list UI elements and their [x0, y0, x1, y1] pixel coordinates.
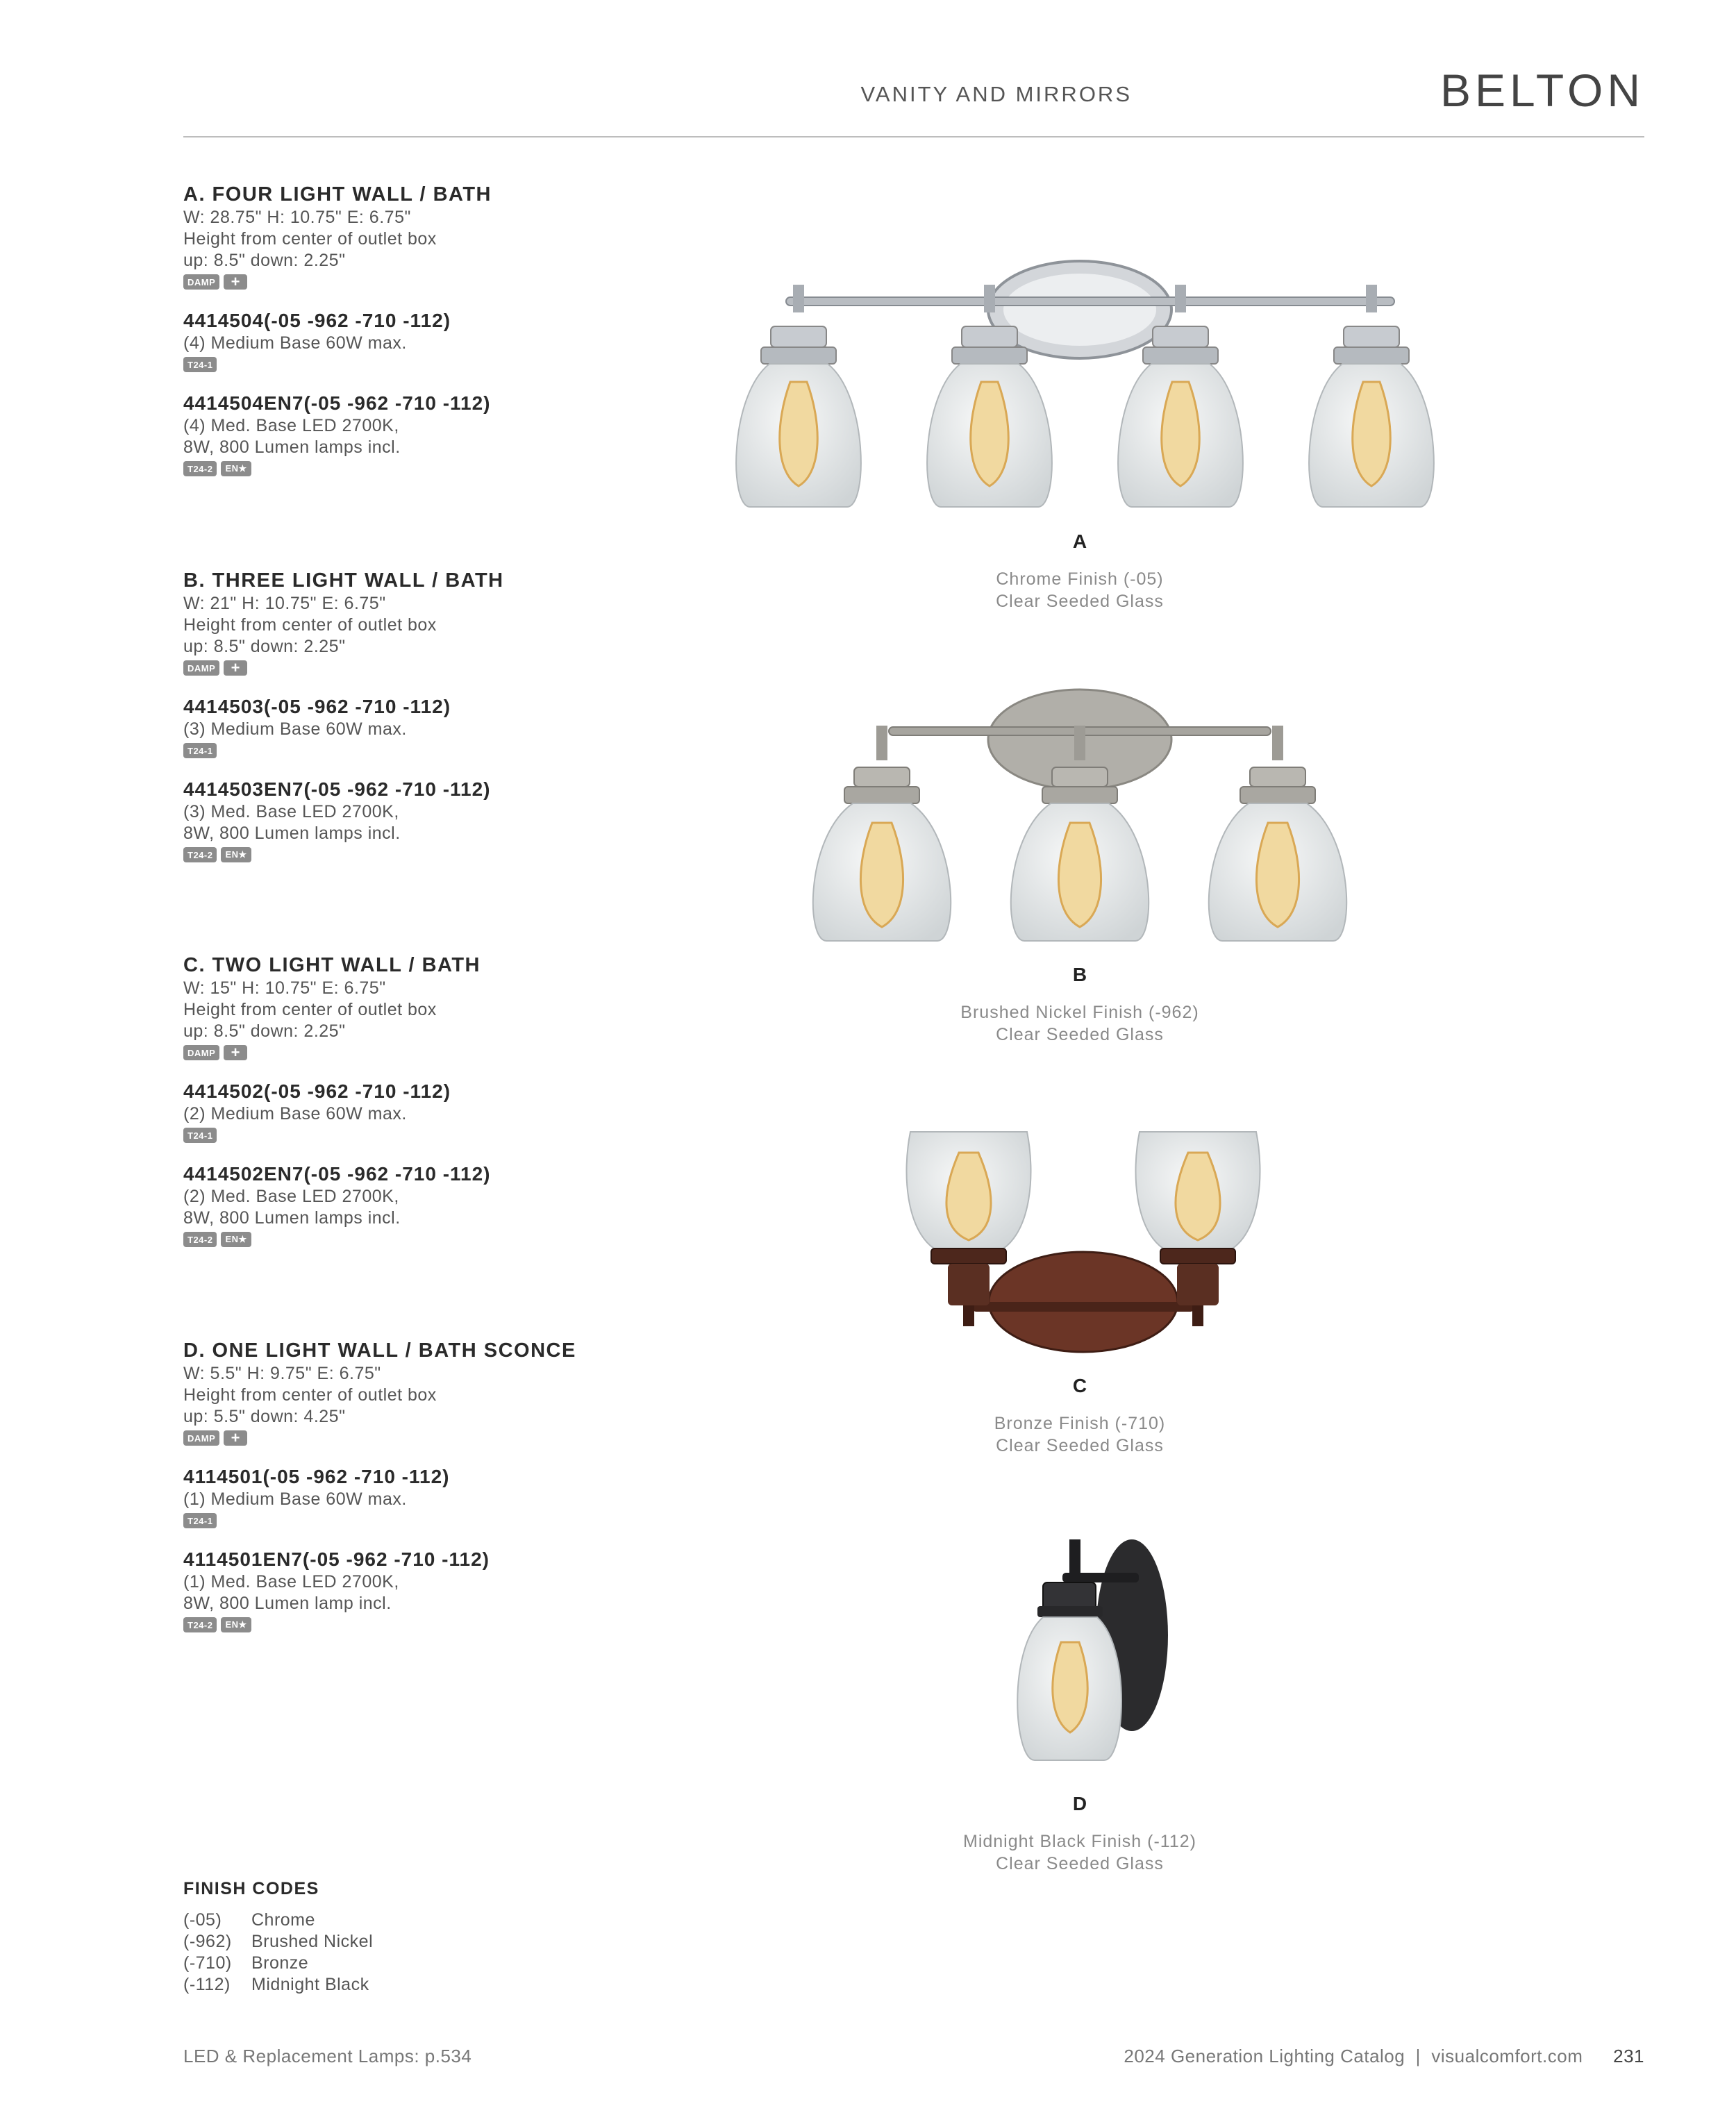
t24-badge: T24-2: [183, 461, 217, 476]
product-title: D. ONE LIGHT WALL / BATH SCONCE: [183, 1339, 576, 1362]
caption-finish: Bronze Finish (-710): [994, 1414, 1166, 1433]
page-number: 231: [1613, 2046, 1644, 2066]
fixture-b-image: [806, 684, 1361, 948]
rating-badges: [183, 274, 739, 291]
damp-badge: DAMP: [183, 660, 219, 676]
caption-glass: Clear Seeded Glass: [996, 592, 1164, 611]
rating-badges: [183, 1045, 739, 1062]
model-description: (2) Medium Base 60W max.: [183, 1104, 407, 1123]
fixture-c-image: [896, 1118, 1271, 1368]
energy-star-badge: EN★: [221, 461, 251, 476]
led-model-description: 8W, 800 Lumen lamps incl.: [183, 824, 401, 843]
header-divider: [183, 136, 1644, 137]
plus-badge-icon: +: [224, 274, 247, 290]
model-number: 4114501(-05 -962 -710 -112): [183, 1466, 450, 1487]
finish-code: (-710): [183, 1953, 232, 1973]
product-d: [183, 1338, 739, 1634]
fixture-a-image: [722, 243, 1458, 521]
finish-code: (-962): [183, 1932, 232, 1951]
caption-finish: Chrome Finish (-05): [996, 569, 1164, 589]
finish-code: (-05): [183, 1910, 222, 1930]
finish-codes-list: [183, 1910, 373, 1996]
t24-badge: T24-1: [183, 743, 217, 758]
product-c: [183, 953, 739, 1248]
outlet-height-values: up: 8.5" down: 2.25": [183, 1021, 346, 1041]
outlet-height-label: Height from center of outlet box: [183, 1000, 437, 1019]
plus-badge-icon: +: [224, 1430, 247, 1446]
damp-badge: DAMP: [183, 274, 219, 290]
model-number: 4414502(-05 -962 -710 -112): [183, 1080, 451, 1102]
finish-code-row: [183, 1953, 373, 1974]
model-number: 4414504(-05 -962 -710 -112): [183, 310, 451, 331]
caption-letter: C: [1072, 1375, 1087, 1396]
caption-finish: Brushed Nickel Finish (-962): [960, 1003, 1199, 1022]
product-title: A. FOUR LIGHT WALL / BATH: [183, 183, 492, 206]
t24-badge: T24-1: [183, 1513, 217, 1528]
finish-code-row: [183, 1931, 373, 1953]
led-model-description: 8W, 800 Lumen lamps incl.: [183, 437, 401, 457]
product-dimensions: W: 21" H: 10.75" E: 6.75": [183, 594, 386, 613]
caption-glass: Clear Seeded Glass: [996, 1436, 1164, 1455]
caption-glass: Clear Seeded Glass: [996, 1854, 1164, 1873]
plus-badge-icon: +: [224, 660, 247, 676]
catalog-info: 2024 Generation Lighting Catalog | visualcomfort.com: [1124, 2046, 1583, 2066]
caption-finish: Midnight Black Finish (-112): [963, 1832, 1196, 1851]
section-title: VANITY AND MIRRORS: [860, 82, 1132, 106]
outlet-height-label: Height from center of outlet box: [183, 229, 437, 249]
product-a: [183, 182, 739, 478]
plus-badge-icon: +: [224, 1045, 247, 1060]
product-dimensions: W: 28.75" H: 10.75" E: 6.75": [183, 208, 411, 227]
finish-code-row: [183, 1974, 373, 1996]
model-description: (4) Medium Base 60W max.: [183, 333, 407, 353]
finish-name: Chrome: [251, 1910, 315, 1930]
t24-badge: T24-2: [183, 1232, 217, 1247]
catalog-footer: [1124, 2046, 1644, 2067]
finish-name: Midnight Black: [251, 1975, 369, 1994]
lamps-reference-link[interactable]: LED & Replacement Lamps: p.534: [183, 2046, 472, 2066]
energy-star-badge: EN★: [221, 1617, 251, 1632]
led-model-number: 4414504EN7(-05 -962 -710 -112): [183, 392, 491, 414]
product-title: C. TWO LIGHT WALL / BATH: [183, 954, 481, 976]
damp-badge: DAMP: [183, 1045, 219, 1060]
t24-badge: T24-2: [183, 847, 217, 862]
product-dimensions: W: 15" H: 10.75" E: 6.75": [183, 978, 386, 998]
led-model-description: (3) Med. Base LED 2700K,: [183, 802, 399, 821]
model-number: 4414503(-05 -962 -710 -112): [183, 696, 451, 717]
led-model-number: 4114501EN7(-05 -962 -710 -112): [183, 1548, 490, 1570]
outlet-height-values: up: 8.5" down: 2.25": [183, 251, 346, 270]
finish-name: Brushed Nickel: [251, 1932, 374, 1951]
caption-letter: A: [1072, 530, 1087, 552]
model-description: (1) Medium Base 60W max.: [183, 1489, 407, 1509]
caption-letter: D: [1072, 1793, 1087, 1814]
energy-star-badge: EN★: [221, 847, 251, 862]
damp-badge: DAMP: [183, 1430, 219, 1446]
caption-letter: B: [1072, 964, 1087, 985]
t24-badge: T24-2: [183, 1617, 217, 1632]
t24-badge: T24-1: [183, 357, 217, 372]
rating-badges: [183, 660, 739, 677]
finish-codes-title: FINISH CODES: [183, 1879, 319, 1898]
product-b: [183, 568, 739, 864]
led-model-description: (2) Med. Base LED 2700K,: [183, 1187, 399, 1206]
finish-code-row: [183, 1910, 373, 1931]
led-model-description: (1) Med. Base LED 2700K,: [183, 1572, 399, 1591]
outlet-height-label: Height from center of outlet box: [183, 1385, 437, 1405]
led-model-description: (4) Med. Base LED 2700K,: [183, 416, 399, 435]
product-title: B. THREE LIGHT WALL / BATH: [183, 569, 504, 592]
outlet-height-values: up: 5.5" down: 4.25": [183, 1407, 346, 1426]
finish-name: Bronze: [251, 1953, 309, 1973]
led-model-description: 8W, 800 Lumen lamp incl.: [183, 1594, 392, 1613]
led-model-number: 4414502EN7(-05 -962 -710 -112): [183, 1163, 491, 1185]
product-dimensions: W: 5.5" H: 9.75" E: 6.75": [183, 1364, 381, 1383]
t24-badge: T24-1: [183, 1128, 217, 1143]
outlet-height-values: up: 8.5" down: 2.25": [183, 637, 346, 656]
finish-code: (-112): [183, 1975, 231, 1994]
fixture-d-image: [1000, 1531, 1180, 1767]
energy-star-badge: EN★: [221, 1232, 251, 1247]
rating-badges: [183, 1430, 739, 1447]
model-description: (3) Medium Base 60W max.: [183, 719, 407, 739]
outlet-height-label: Height from center of outlet box: [183, 615, 437, 635]
led-model-number: 4414503EN7(-05 -962 -710 -112): [183, 778, 491, 800]
caption-glass: Clear Seeded Glass: [996, 1025, 1164, 1044]
collection-title: BELTON: [1440, 65, 1644, 116]
led-model-description: 8W, 800 Lumen lamps incl.: [183, 1208, 401, 1228]
